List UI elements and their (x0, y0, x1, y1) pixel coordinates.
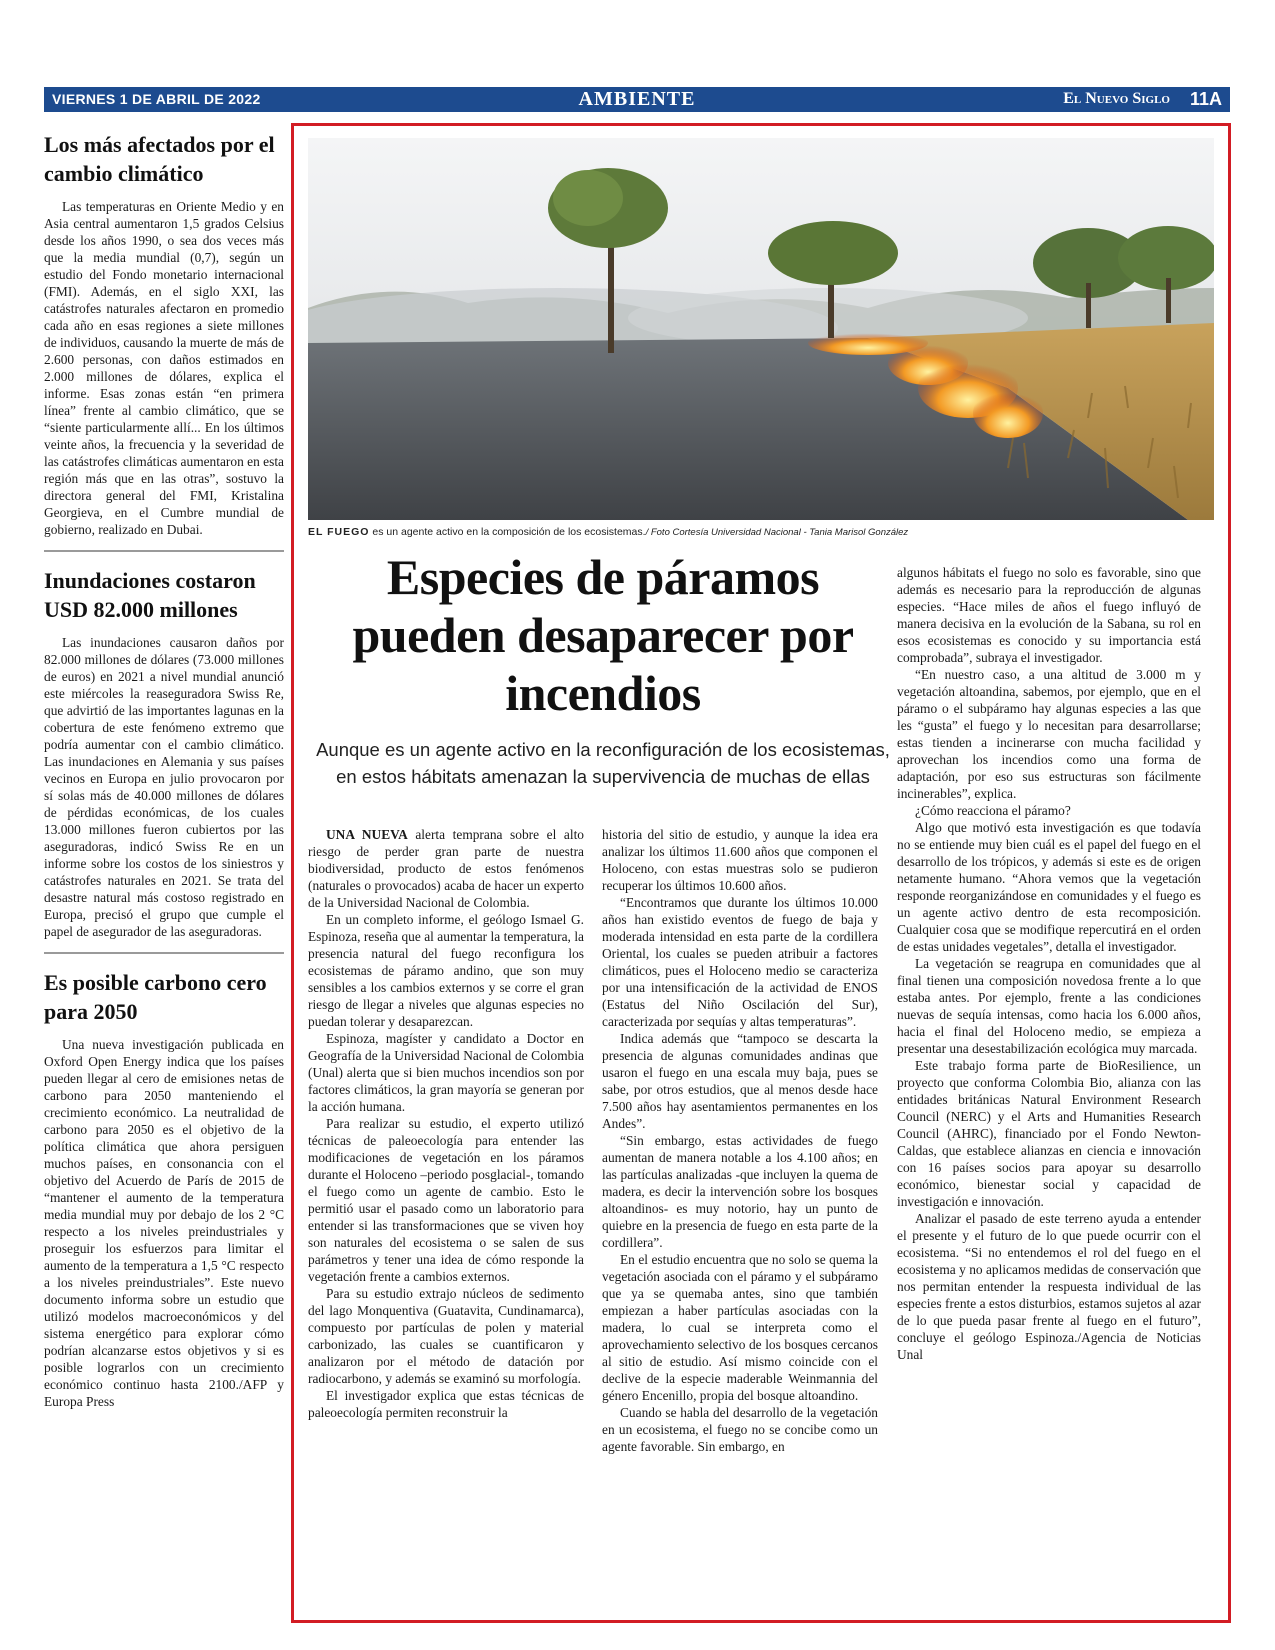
photo-credit: / Foto Cortesía Universidad Nacional - Tania Marisol González (645, 527, 909, 538)
paragraph: UNA NUEVA alerta temprana sobre el alto riesgo de perder gran parte de nuestra biodiversidad, producto de estos fenómenos (naturales o provocados) acaba de hacer un experto de la Universidad Nacional de Colombia. (308, 827, 584, 910)
paragraph: La vegetación se reagrupa en comunidades que al final tienen una composición novedosa frente a lo que estaba antes. Por ejemplo, frente a las condiciones nuevas de sequía intensas, como hacia los 6.000 años, hacia el final del Holoceno medio, se empieza a presentar una desestabilización ecológica muy marcada. (897, 956, 1201, 1056)
paragraph: algunos hábitats el fuego no solo es favorable, sino que además es necesario para la reproducción de algunas especies. “Hace miles de años el fuego influyó de manera decisiva en la evolución de la Sabana, su rol en esos ecosistemas es conocido y su importancia está comprobada”, subraya el investigador. (897, 565, 1201, 665)
brief-title: Los más afectados por el cambio climático (44, 132, 275, 186)
paragraph: “Encontramos que durante los últimos 10.000 años han existido eventos de fuego de baja y moderada intensidad en esta parte de la cordillera Oriental, los cuales se pueden atribuir a factores climáticos, pues el Holoceno medio se caracteriza por una intensificación de la actividad de ENOS (Estatus del Niño Oscilación del Sur), caracterizada por sequías y altas temperaturas”. (602, 895, 878, 1029)
news-briefs-column (44, 130, 284, 1410)
caption-lead: EL FUEGO (308, 526, 370, 538)
subheading: ¿Cómo reacciona el páramo? (915, 803, 1071, 818)
divider (44, 952, 284, 954)
brief-title: Inundaciones costaron USD 82.000 millones (44, 568, 256, 622)
section-title: AMBIENTE (578, 88, 696, 110)
issue-date: VIERNES 1 DE ABRIL DE 2022 (52, 91, 261, 107)
article-photo (308, 138, 1214, 520)
paragraph: En el estudio encuentra que no solo se quema la vegetación asociada con el páramo y el subpáramo que ya se quemaba antes, sino que también empiezan a haber partículas asociadas con la madera, lo cual se interpreta como el aprovechamiento selectivo de los bosques cercanos al sitio de estudio. Así mismo coincide con el declive de la especie maderable Weinmannia del género Encenillo, propia del bosque altoandino. (602, 1252, 878, 1403)
grassland-fire-image (308, 138, 1214, 520)
feature-article (291, 123, 1231, 1623)
page-header (44, 87, 1230, 112)
paragraph: Indica además que “tampoco se descarta la presencia de algunas comunidades andinas que usaron el fuego en una escala muy baja, pues se sabe, por otros estudios, que al menos desde hace 7.500 años hay asentamientos permanentes en los Andes”. (602, 1031, 878, 1131)
brief-carbon (44, 968, 284, 1410)
paragraph: Para realizar su estudio, el experto utilizó técnicas de paleoecología para entender las modificaciones de vegetación en los páramos durante el Holoceno –periodo posglacial-, tomando el fuego como un agente de cambio. Esto le permitió usar el pasado como un laboratorio para entender si las transformaciones que se viven hoy son naturales del ecosistema o se salen de sus parámetros y tener una idea de cómo responde la vegetación frente a cambios externos. (308, 1116, 584, 1284)
paragraph: Cuando se habla del desarrollo de la vegetación en un ecosistema, el fuego no se concibe como un agente favorable. Sin embargo, en (602, 1405, 878, 1454)
page-number: 11A (1189, 89, 1222, 109)
article-column-3 (897, 564, 1201, 1363)
headline: Especies de páramos pueden desaparecer por incendios (352, 549, 854, 721)
brief-floods (44, 566, 284, 940)
brief-body: Las temperaturas en Oriente Medio y en Asia central aumentaron 1,5 grados Celsius desde los años 1990, o sea dos veces más que la media mundial (0,7), según un estudio del Fondo monetario internacional (FMI). Además, en el siglo XXI, las catástrofes naturales afectaron en promedio cada año en esas regiones a siete millones de individuos, causando la muerte de más de 2.600 personas, con daños estimados en 2.000 millones de dólares, explica el informe. Esas zonas están “en primera línea” frente al cambio climático, que se “siente particularmente allí... En los últimos veinte años, la frecuencia y la severidad de las catástrofes climáticas aumentaron en esta región más que en las otras”, sostuvo la directora general del FMI, Kristalina Georgieva, en el Cumbre mundial de gobierno, realizado en Dubai. (44, 199, 284, 537)
divider (44, 550, 284, 552)
paragraph: historia del sitio de estudio, y aunque la idea era analizar los últimos 11.600 años que componen el Holoceno, con estas muestras solo se pudieron recuperar los últimos 10.600 años. (602, 827, 878, 893)
paragraph: “En nuestro caso, a una altitud de 3.000 m y vegetación altoandina, sabemos, por ejemplo, que en el páramo o el subpáramo hay algunas especies a las que les “gusta” el fuego y lo necesitan para desarrollarse; estas tienden a incinerarse con mucha facilidad y aprovechan los incendios como una forma de adaptación, por eso sus estructuras son fácilmente incinerables”, explica. (897, 667, 1201, 801)
paragraph: En un completo informe, el geólogo Ismael G. Espinoza, reseña que al aumentar la temperatura, la presencia natural del fuego reconfigura los ecosistemas de páramo andino, que son muy sensibles a los cambios externos y se corre el gran riesgo de llegar a niveles que algunas especies no puedan tolerar y desaparezcan. (308, 912, 584, 1029)
paragraph: Este trabajo forma parte de BioResilience, un proyecto que conforma Colombia Bio, alianza con las entidades británicas Natural Environment Research Council (NERC) y el Arts and Humanities Research Council (AHRC), financiado por el Fondo Newton-Caldas, que establece alianzas en ciencia e innovación con 16 países socios para apoyar su desarrollo económico, bienestar social y capacidad de investigación e innovación. (897, 1058, 1201, 1209)
caption-text: es un agente activo en la composición de los ecosistemas. (369, 526, 646, 538)
brief-body: Las inundaciones causaron daños por 82.000 millones de dólares (73.000 millones de euros) en 2021 a nivel mundial anunció este miércoles la reaseguradora Swiss Re, que advirtió de las importantes lagunas en la cobertura de este fenómeno extremo que podría aumentar con el cambio climático. Las inundaciones en Alemania y sus países vecinos en Europa en julio provocaron por sí solas más de 40.000 millones de dólares de pérdidas económicas, de los cuales 13.000 millones fueron cubiertos por las aseguradoras, indicó Swiss Re en un informe sobre los costos de los siniestros y catástrofes naturales en 2021. Se trata del desastre natural más costoso registrado en Europa, precisó el grupo que cumple el papel de asegurador de las aseguradoras. (44, 635, 284, 939)
kicker: UNA NUEVA (326, 827, 408, 842)
article-column-2 (602, 826, 878, 1455)
brief-body: Una nueva investigación publicada en Oxford Open Energy indica que los países pueden llegar al cero de emisiones netas de carbono para 2050 manteniendo el crecimiento económico. La neutralidad de carbono para 2050 es el objetivo de la política climática que ahora persiguen muchos países, en consonancia con el objetivo del Acuerdo de París de 2015 de “mantener el aumento de la temperatura media mundial muy por debajo de los 2 °C respecto a los niveles preindustriales y proseguir los esfuerzos para limitar el aumento de la temperatura a 1,5 °C respecto a los niveles preindustriales”. Este nuevo documento informa sobre un estudio que utilizó modelos macroeconómicos y del sistema energético para explorar cómo podrían alcanzarse estos objetivos y si es posible lograrlos con un crecimiento económico continuo hasta 2100./AFP y Europa Press (44, 1037, 284, 1409)
paragraph: Para su estudio extrajo núcleos de sedimento del lago Monquentiva (Guatavita, Cundinamarca), compuesto por partículas de polen y material carbonizado, las cuales se cuantificaron y analizaron por el método de datación por radiocarbono, y además se examinó su morfología. (308, 1286, 584, 1386)
paragraph: “Sin embargo, estas actividades de fuego aumentan de manera notable a los 4.100 años; en las partículas analizadas -que incluyen la quema de madera, es decir la intervención sobre los bosques altoandinos- es muy notorio, hay un punto de quiebre en la presencia de fuego en esta parte de la cordillera”. (602, 1133, 878, 1250)
article-column-1 (308, 826, 584, 1421)
subtitle: Aunque es un agente activo en la reconfiguración de los ecosistemas, en estos hábitats amenazan la supervivencia de muchas de ellas (316, 739, 890, 787)
paragraph: Espinoza, magíster y candidato a Doctor en Geografía de la Universidad Nacional de Colombia (Unal) alerta que si bien muchos incendios son por factores climáticos, la gran mayoría se generan por la acción humana. (308, 1031, 584, 1114)
brief-climate (44, 130, 284, 538)
paragraph: El investigador explica que estas técnicas de paleoecología permiten reconstruir la (308, 1388, 584, 1420)
paragraph: Analizar el pasado de este terreno ayuda a entender el presente y el futuro de lo que puede ocurrir con el ecosistema. “Si no entendemos el rol del fuego en el ecosistema y no aplicamos medidas de conservación que nos permitan entender la respuesta individual de las especies frente a estos disturbios, estamos sujetos al azar de lo que pueda pasar frente al fuego en el futuro”, concluye el geólogo Espinoza./Agencia de Noticias Unal (897, 1211, 1201, 1362)
brief-title: Es posible carbono cero para 2050 (44, 970, 267, 1024)
photo-caption (308, 526, 1214, 538)
paragraph: Algo que motivó esta investigación es que todavía no se entiende muy bien cuál es el papel del fuego en el desarrollo de los trópicos, y además si este es de origen netamente humano. “Ahora vemos que la vegetación responde reorganizándose en comunidades y el fuego es un agente activo dentro de esta recomposición. Cualquier cosa que se modifique repercutirá en el orden de estas unidades vegetales”, detalla el investigador. (897, 820, 1201, 954)
newspaper-name: El Nuevo Siglo (1063, 90, 1170, 107)
